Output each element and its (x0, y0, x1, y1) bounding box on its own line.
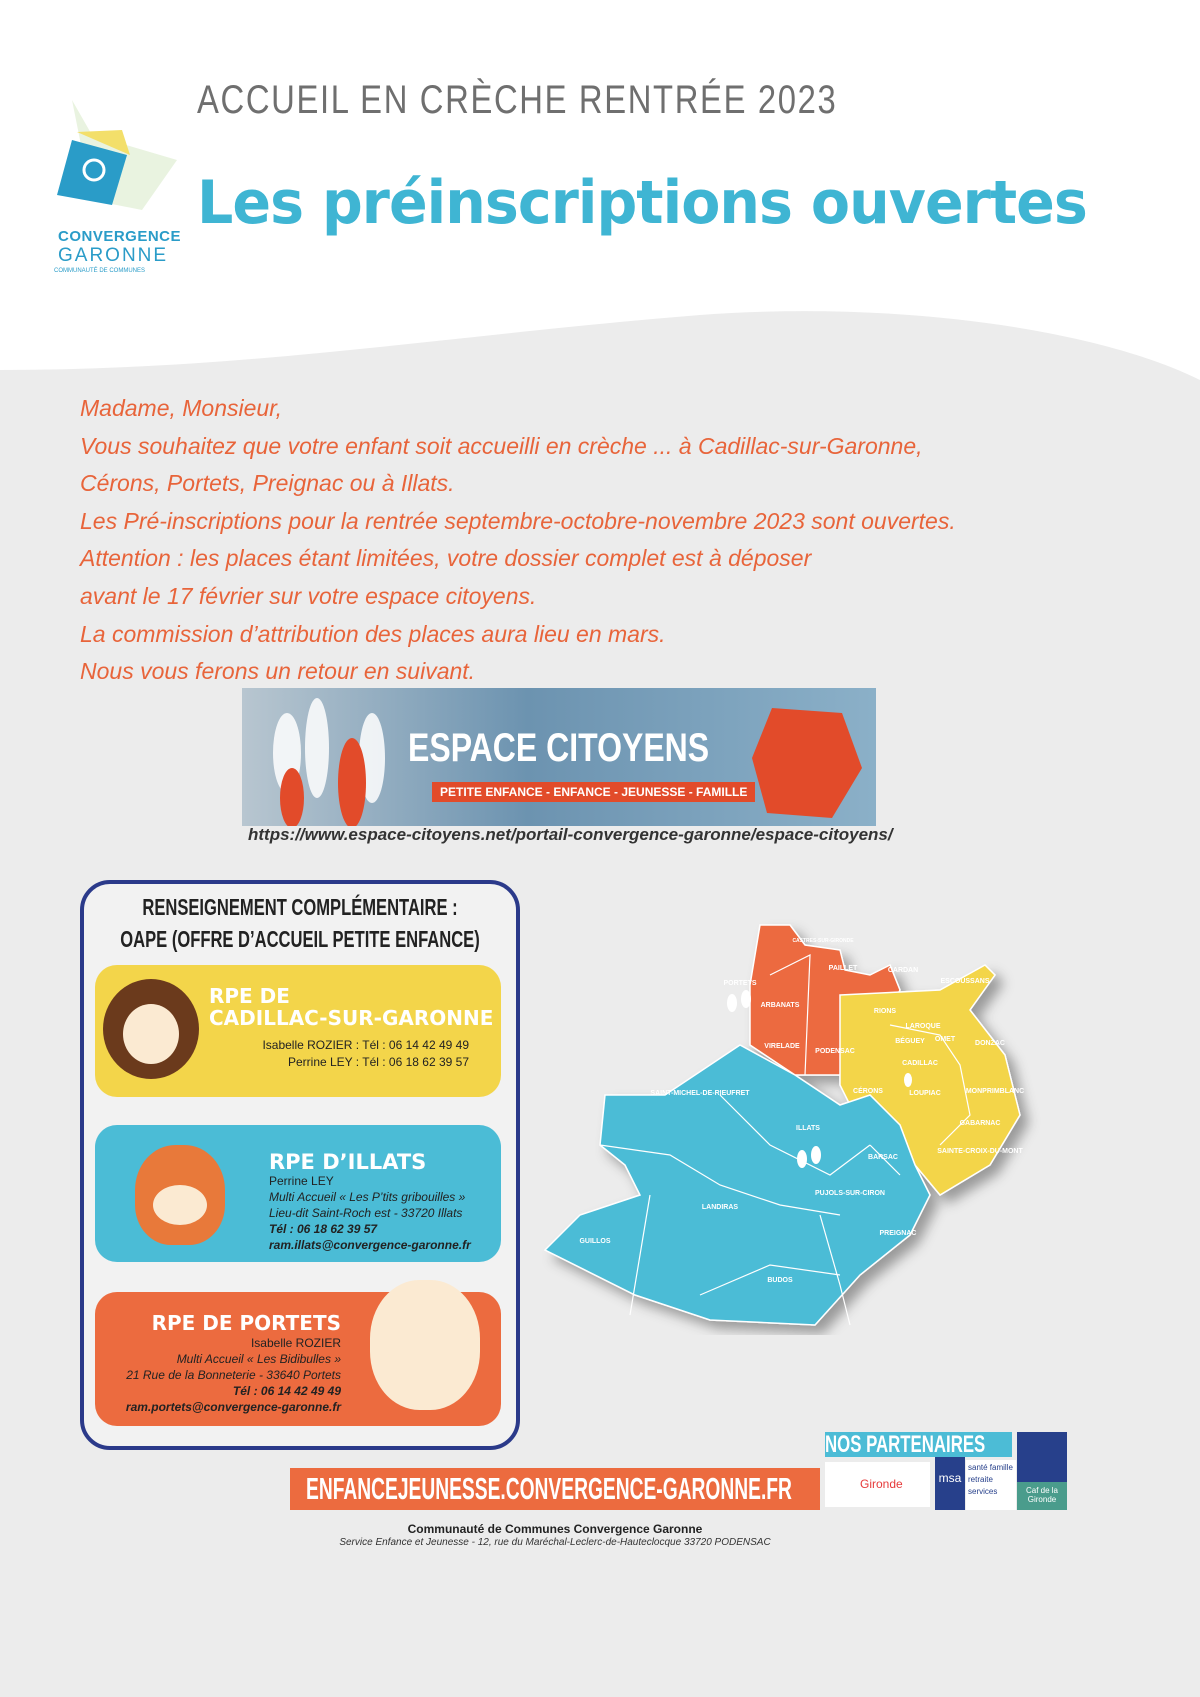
footer-address: Service Enfance et Jeunesse - 12, rue du Maréchal-Leclerc-de-Hauteclocque 33720 PODENSAC (339, 1537, 771, 1548)
commune-label: CÉRONS (853, 1088, 883, 1095)
caf-logo (1017, 1432, 1067, 1510)
info-box (80, 880, 520, 1450)
contact-email[interactable]: ram.illats@convergence-garonne.fr (269, 1238, 471, 1252)
contact-phone: Tél : 06 14 42 49 49 (232, 1384, 341, 1398)
commune-label: LAROQUE (905, 1023, 941, 1030)
partners-text: NOS PARTENAIRES (825, 1432, 986, 1457)
intro-line: Cérons, Portets, Preignac ou à Illats. (80, 470, 455, 497)
contact-address: Lieu-dit Saint-Roch est - 33720 Illats (269, 1206, 463, 1220)
commune-label: VIRELADE (764, 1043, 800, 1050)
banner-subtitle: PETITE ENFANCE - ENFANCE - JEUNESSE - FAMILLE (432, 782, 755, 802)
gironde-logo-text: Gironde (860, 1477, 903, 1491)
intro-line: Les Pré-inscriptions pour la rentrée septembre-octobre-novembre 2023 sont ouvertes. (80, 507, 956, 534)
commune-label: PREIGNAC (879, 1230, 917, 1237)
intro-line: Attention : les places étant limitées, votre dossier complet est à déposer (80, 545, 812, 572)
intro-line: Vous souhaitez que votre enfant soit accueilli en crèche ... à Cadillac-sur-Garonne, (80, 432, 923, 459)
contact-person: Isabelle ROZIER (250, 1336, 341, 1350)
info-heading: OAPE (OFFRE D’ACCUEIL PETITE ENFANCE) (120, 926, 480, 952)
commune-label: CASTRES-SUR-GIRONDE (792, 938, 854, 944)
rpe-name: RPE D’ILLATS (269, 1150, 427, 1174)
espace-citoyens-link[interactable]: https://www.espace-citoyens.net/portail-convergence-garonne/espace-citoyens/ (248, 825, 893, 844)
caf-logo-text: Caf de la Gironde (1017, 1482, 1067, 1510)
gironde-logo (825, 1462, 930, 1507)
rpe-name: CADILLAC-SUR-GARONNE (209, 1006, 494, 1030)
rpe-name: RPE DE PORTETS (151, 1311, 341, 1335)
msa-tagline: santé famille retraite services (966, 1460, 1016, 1510)
commune-label: GABARNAC (959, 1120, 1001, 1127)
territory-map (540, 915, 1070, 1335)
page-title: Les préinscriptions ouvertes (197, 168, 1087, 238)
commune-label: ESCOUSSANS (940, 978, 990, 985)
commune-label: PODENSAC (815, 1048, 855, 1055)
commune-label: BÉGUEY (895, 1038, 925, 1045)
commune-label: GUILLOS (579, 1238, 611, 1245)
logo-text: GARONNE (58, 245, 169, 266)
info-heading: RENSEIGNEMENT COMPLÉMENTAIRE : (142, 894, 458, 920)
website-text: ENFANCEJEUNESSE.CONVERGENCE-GARONNE.FR (306, 1471, 792, 1506)
commune-label: CADILLAC (902, 1060, 938, 1067)
contact-line: Isabelle ROZIER : Tél : 06 14 42 49 49 (262, 1038, 469, 1052)
page-subtitle: ACCUEIL EN CRÈCHE RENTRÉE 2023 (197, 78, 838, 122)
commune-label: SAINT-MICHEL-DE-RIEUFRET (650, 1090, 750, 1097)
rpe-cadillac-card (95, 965, 501, 1097)
contact-line: Perrine LEY : Tél : 06 18 62 39 57 (287, 1055, 469, 1069)
hedgehog-illustration (103, 979, 199, 1079)
commune-label: CARDAN (887, 967, 919, 974)
intro-text (80, 390, 956, 691)
intro-line: avant le 17 février sur votre espace citoyens. (80, 582, 537, 609)
commune-label: SAINTE-CROIX-DU-MONT (937, 1148, 1023, 1155)
rpe-name: RPE DE (209, 984, 290, 1008)
banner-title: ESPACE CITOYENS (408, 726, 710, 770)
commune-label: BARSAC (868, 1154, 898, 1161)
contact-place: Multi Accueil « Les P’tits gribouilles » (269, 1190, 466, 1204)
commune-label: DONZAC (975, 1040, 1005, 1047)
commune-label: OMET (934, 1036, 956, 1043)
website-link[interactable] (290, 1468, 820, 1510)
partners-heading (825, 1432, 1012, 1457)
fox-illustration (135, 1145, 225, 1245)
bunny-illustration (370, 1280, 480, 1410)
rpe-illats-card (95, 1125, 501, 1262)
footer-org: Communauté de Communes Convergence Garonne (407, 1522, 703, 1536)
contact-place: Multi Accueil « Les Bidibulles » (176, 1352, 341, 1366)
commune-label: RIONS (873, 1008, 897, 1015)
commune-label: LOUPIAC (909, 1090, 941, 1097)
commune-label: ILLATS (796, 1125, 820, 1132)
commune-label: ARBANATS (760, 1002, 800, 1009)
commune-label: LANDIRAS (701, 1204, 739, 1211)
commune-label: BUDOS (767, 1277, 793, 1284)
intro-line: La commission d’attribution des places aura lieu en mars. (80, 620, 666, 647)
contact-person: Perrine LEY (269, 1174, 334, 1188)
intro-line: Madame, Monsieur, (80, 395, 282, 421)
contact-email[interactable]: ram.portets@convergence-garonne.fr (125, 1400, 341, 1414)
espace-citoyens-banner[interactable] (242, 688, 876, 826)
msa-logo: msa (935, 1457, 965, 1510)
logo-text: CONVERGENCE (58, 228, 182, 245)
commune-label: MONPRIMBLANC (965, 1088, 1025, 1095)
convergence-garonne-logo (52, 100, 192, 274)
commune-label: PAILLET (828, 965, 858, 972)
logo-text: COMMUNAUTÉ DE COMMUNES (54, 268, 145, 274)
intro-line: Nous vous ferons un retour en suivant. (80, 658, 476, 685)
contact-phone: Tél : 06 18 62 39 57 (269, 1222, 378, 1236)
rpe-portets-card (95, 1292, 501, 1426)
contact-address: 21 Rue de la Bonneterie - 33640 Portets (126, 1368, 341, 1382)
commune-label: PORTETS (723, 980, 757, 987)
commune-label: PUJOLS-SUR-CIRON (814, 1190, 886, 1197)
